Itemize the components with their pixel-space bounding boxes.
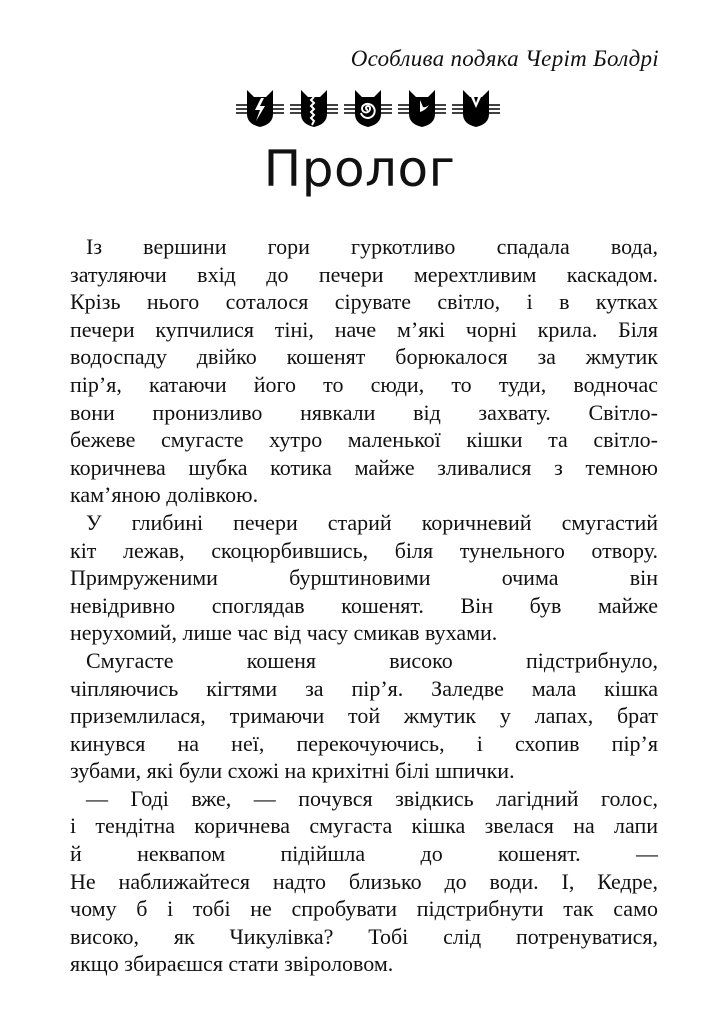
text-line: кинувся на неї, перекочуючись, і схопив пір’я	[70, 730, 658, 756]
text-line: У глибині печери старий коричневий смугастий	[86, 509, 658, 535]
text-line: Примруженими бурштиновими очима він	[70, 565, 658, 591]
text-line: затуляючи вхід до печери мерехтливим каскадом.	[70, 261, 658, 287]
text-line: приземлилася, тримаючи той жмутик у лапах, брат	[70, 703, 658, 729]
text-line: пір’я, катаючи його то сюди, то туди, водночас	[70, 371, 658, 397]
text-line: нерухомий, лише час від часу смикав вухами.	[70, 620, 498, 646]
starclan-burst-icon	[452, 88, 500, 128]
text-line: чому б і тобі не спробувати підстрибнути так само	[70, 896, 658, 922]
text-line: кіт лежав, скоцюрбившись, біля тунельного отвору.	[70, 537, 658, 563]
text-line: високо, як Чикулівка? Тобі слід потренуватися,	[70, 923, 658, 949]
text-line: Не наближайтеся надто близько до води. І, Кедре,	[70, 868, 658, 894]
paragraph	[70, 785, 658, 978]
text-line: Із вершини гори гуркотливо спадала вода,	[86, 234, 658, 259]
text-line: коричнева шубка котика майже зливалися з темною	[70, 454, 658, 480]
text-line: й неквапом підійшла до кошенят. —	[70, 841, 658, 867]
paragraph	[70, 509, 658, 647]
text-line: якщо збираєшся стати звіроловом.	[70, 951, 394, 977]
text-line: печери купчилися тіні, наче м’які чорні крила. Біля	[70, 316, 658, 342]
paragraph	[70, 647, 658, 785]
shadowclan-moon-icon	[398, 88, 446, 128]
text-line: кам’яною долівкою.	[70, 482, 259, 508]
text-line: Крізь нього соталося сірувате світло, і в кутках	[70, 289, 658, 315]
clan-icons-row	[236, 88, 500, 128]
dedication: Особлива подяка Черіт Болдрі	[350, 46, 659, 71]
chapter-title: Пролог	[263, 140, 456, 198]
text-line: і тендітна коричнева смугаста кішка звелася на лапи	[70, 813, 658, 839]
text-line: Смугасте кошеня високо підстрибнуло,	[86, 647, 658, 673]
windclan-spiral-icon	[344, 88, 392, 128]
text-line: — Годі вже, — почувся звідкись лагідний голос,	[86, 785, 658, 811]
text-line: водоспаду двійко кошенят борюкалося за жмутик	[70, 344, 658, 370]
text-line: бежеве смугасте хутро маленької кішки та світло-	[70, 427, 658, 453]
thunderclan-lightning-icon	[236, 88, 284, 128]
riverclan-wave-icon	[290, 88, 338, 128]
paragraph	[70, 233, 658, 509]
chapter-body	[70, 233, 658, 978]
text-line: зубами, які були схожі на крихітні білі шпички.	[70, 758, 515, 784]
text-line: вони пронизливо нявкали від захвату. Світло-	[70, 399, 658, 425]
text-line: чіпляючись кігтями за пір’я. Заледве мала кішка	[70, 675, 658, 701]
text-line: невідривно споглядав кошенят. Він був майже	[70, 592, 658, 618]
